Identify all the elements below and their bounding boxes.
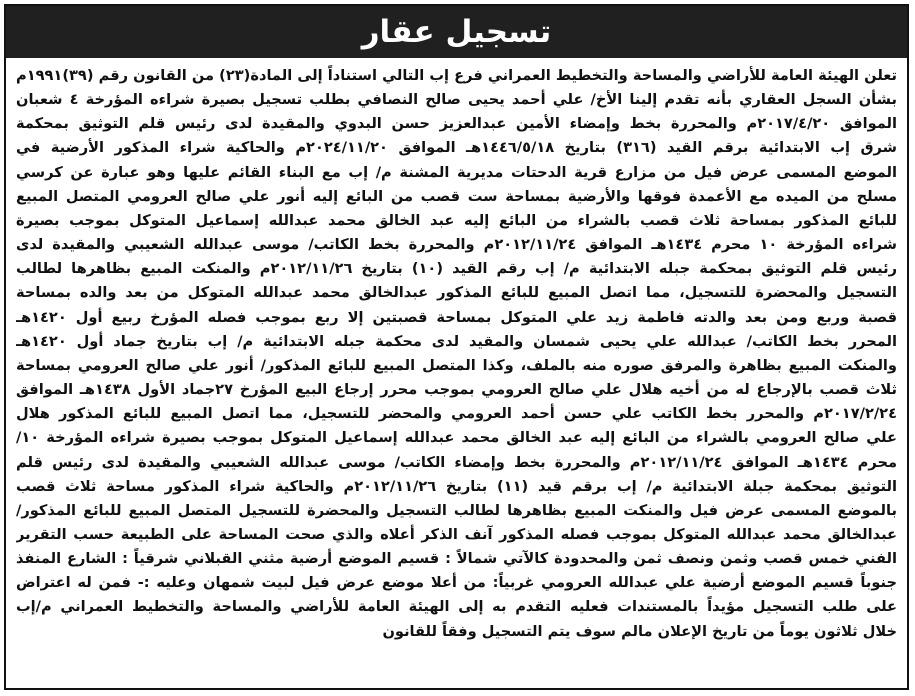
body-line: بالموضع المسمى عرض فيل والمنكت المبيع بظاهرها لطالب التسجيل والمحضرة للتسجيل المتصل المبيع للبائع المذكور/ bbox=[16, 501, 897, 519]
body-line: على طلب التسجيل مؤيداً بالمستندات فعليه التقدم به إلى الهيئة العامة للأراضي والمساحة والتخطيط العمراني م/إب bbox=[16, 598, 897, 616]
body-line: المحرر بخط الكاتب/ عبدالله علي يحيى شمسان والمقيد لدى محكمة جبله الابتدائية م/ إب بتاريخ جماد أول ١٤٢٠هـ bbox=[16, 332, 897, 350]
body-line: للبائع المذكور بمساحة ثلاث قصب بالشراء من البائع إليه عبد الخالق محمد عبدالله إسماعيل المتوكل بموجب بصيرة bbox=[16, 211, 897, 229]
body-line: بشأن السجل العقاري بأنه تقدم إلينا الأخ/ علي أحمد يحيى صالح النصافي بطلب تسجيل بصيرة شراءه المؤرخة ٤ شعبان bbox=[16, 91, 897, 109]
body-line: الموضع المسمى عرض فيل من مزارع قرية الدحتات مديرية المشنة م/ إب مع البناء القائم عليها وهو عبارة عن كرسي bbox=[16, 163, 897, 181]
body-line: والمنكت المبيع بظاهرة والمرفق صوره منه بالملف، وكذا المتصل المبيع للبائع المذكور/ أنور علي صالح العرومي بمساحة bbox=[16, 356, 897, 374]
body-line: جنوباً قسيم الموضع أرضية علي عبدالله العرومي غربياً: من أعلا موضع عرض فيل لبيت شمهان وعليه :- فمن له اعتراض bbox=[16, 574, 897, 592]
body-line: التسجيل والمحضرة للتسجيل، مما اتصل المبيع للبائع المذكور عبدالخالق محمد عبدالله المتوكل من بعد والده بمساحة bbox=[16, 284, 897, 302]
property-registration-notice bbox=[4, 4, 909, 690]
body-line: محرم ١٤٣٤هـ الموافق ٢٠١٢/١١/٢٤م والمحررة بخط وإمضاء الكاتب/ موسى عبدالله الشعيبي والمقيدة لدى رئيس قلم bbox=[16, 453, 897, 471]
body-line: قصبة وربع ومن بعد والدته فاطمة زيد علي المتوكل بمساحة قصبتين إلا ربع بموجب فصله المؤرخ ربيع أول ١٤٢٠هـ bbox=[16, 308, 897, 326]
body-line: ٢٠١٧/٢/٢٤م والمحرر بخط الكاتب علي حسن أحمد العرومي والمحضر للتسجيل، مما اتصل المبيع للبائع المذكور هلال bbox=[16, 405, 897, 423]
body-line: تعلن الهيئة العامة للأراضي والمساحة والتخطيط العمراني فرع إب التالي استناداً إلى المادة(٢٣) من القانون رقم (٣٩)١٩٩١م bbox=[16, 67, 897, 84]
body-line: علي صالح العرومي بالشراء من البائع إليه عبد الخالق محمد عبدالله إسماعيل المتوكل بموجب بصيرة شراءه المؤرخة ١٠/ bbox=[16, 429, 897, 447]
body-line: رئيس قلم التوثيق بمحكمة جبله الابتدائية م/ إب رقم القيد (١٠) بتاريخ ٢٠١٢/١١/٢٦م والمنكت المبيع بظاهرها لطالب bbox=[16, 260, 897, 278]
body-line: الفني خمس قصب وثمن ونصف ثمن والمحدودة كالآتي شمالاً : قسيم الموضع أرضية مثني القبلاني شرقياً : الشارع المنفذ bbox=[16, 550, 897, 568]
body-line: عبدالخالق محمد عبدالله المتوكل بموجب فصله المذكور آنف الذكر أعلاه والذي صحت المساحة على الطبيعة حسب التقرير bbox=[16, 525, 897, 543]
title-bar bbox=[6, 6, 907, 58]
body-line: التوثيق بمحكمة جبلة الابتدائية م/ إب برقم قيد (١١) بتاريخ ٢٠١٢/١١/٢٦م والحاكية شراء المذكور مساحة ثلاث قصب bbox=[16, 477, 897, 495]
body-line: الموافق ٢٠١٧/٤/٢٠م والمحررة بخط وإمضاء الأمين عبدالعزيز حسن البدوي والمقيدة لدى رئيس قلم التوثيق بمحكمة bbox=[16, 115, 897, 133]
notice-title: تسجيل عقار bbox=[361, 14, 552, 50]
body-line: ثلاث قصب بالإرجاع له من أخيه هلال علي صالح العرومي بموجب محرر إرجاع البيع المؤرخ ٢٧جماد الأول ١٤٣٨هـ الموافق bbox=[16, 381, 897, 399]
body-line: شرق إب الابتدائية برقم القيد (٣١٦) بتاريخ ١٤٤٦/٥/١٨هـ الموافق ٢٠٢٤/١١/٢٠م والحاكية شراء المذكور الأرضية في bbox=[16, 139, 897, 157]
body-line: مسلح من الميده مع الأعمدة فوقها والأرضية بمساحة ست قصب من البائع إليه أنور علي صالح العرومي المتصل المبيع bbox=[16, 187, 897, 205]
body-line: خلال ثلاثون يوماً من تاريخ الإعلان مالم سوف يتم التسجيل وفقاً للقانون bbox=[382, 622, 897, 640]
notice-body bbox=[16, 64, 897, 644]
body-line: شراءه المؤرخة ١٠ محرم ١٤٣٤هـ الموافق ٢٠١٢/١١/٢٤م والمحررة بخط الكاتب/ موسى عبدالله الشعيبي والمقيدة لدى bbox=[16, 236, 897, 254]
